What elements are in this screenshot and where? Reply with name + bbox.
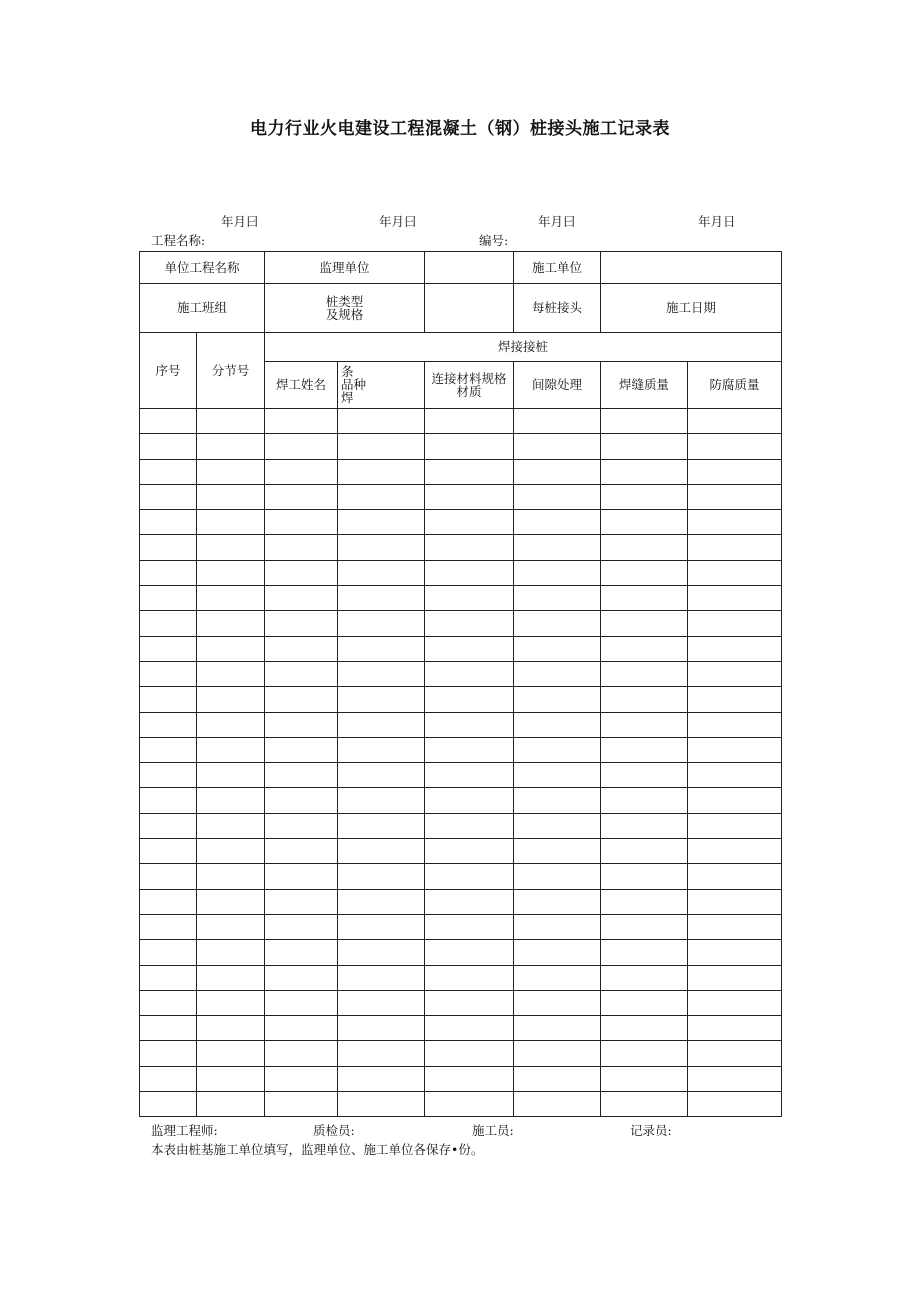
table-row — [140, 788, 782, 813]
table-cell[interactable] — [265, 1092, 338, 1117]
table-cell[interactable] — [688, 586, 782, 611]
table-cell[interactable] — [197, 687, 265, 712]
table-row — [140, 864, 782, 889]
material-line: 材质 — [456, 383, 482, 399]
table-cell[interactable] — [601, 1066, 688, 1091]
table-cell[interactable] — [197, 611, 265, 636]
table-cell[interactable] — [197, 1016, 265, 1041]
table-cell[interactable] — [514, 712, 601, 737]
table-cell[interactable] — [265, 459, 338, 484]
table-cell[interactable] — [265, 990, 338, 1015]
table-cell[interactable] — [197, 990, 265, 1015]
table-cell[interactable] — [140, 1016, 197, 1041]
table-cell[interactable] — [338, 484, 425, 509]
table-cell[interactable] — [425, 586, 514, 611]
table-cell[interactable] — [601, 788, 688, 813]
table-cell[interactable] — [197, 864, 265, 889]
table-cell[interactable] — [265, 611, 338, 636]
table-cell[interactable] — [514, 459, 601, 484]
table-row — [140, 1066, 782, 1091]
table-cell[interactable] — [425, 889, 514, 914]
table-cell[interactable] — [601, 1041, 688, 1066]
table-cell[interactable] — [197, 586, 265, 611]
table-cell[interactable] — [425, 965, 514, 990]
table-cell[interactable] — [688, 990, 782, 1015]
table-cell[interactable] — [338, 560, 425, 585]
table-cell[interactable] — [197, 1041, 265, 1066]
table-cell[interactable] — [265, 788, 338, 813]
table-cell[interactable] — [197, 763, 265, 788]
table-cell[interactable] — [338, 965, 425, 990]
table-cell[interactable] — [197, 813, 265, 838]
table-row — [140, 611, 782, 636]
table-cell[interactable] — [688, 737, 782, 762]
date-label: 年月曰 — [538, 214, 576, 229]
table-cell[interactable] — [197, 737, 265, 762]
table-cell[interactable] — [688, 409, 782, 434]
table-cell[interactable] — [514, 586, 601, 611]
supervision-unit-label: 监理单位 — [265, 252, 425, 284]
table-cell[interactable] — [688, 1016, 782, 1041]
table-cell[interactable] — [140, 1092, 197, 1117]
table-cell[interactable] — [514, 788, 601, 813]
table-row — [140, 1016, 782, 1041]
table-row — [140, 965, 782, 990]
table-cell[interactable] — [265, 914, 338, 939]
table-cell[interactable] — [265, 864, 338, 889]
table-cell[interactable] — [601, 763, 688, 788]
table-cell[interactable] — [140, 434, 197, 459]
table-cell[interactable] — [601, 636, 688, 661]
table-cell[interactable] — [688, 889, 782, 914]
table-cell[interactable] — [601, 914, 688, 939]
project-name-label: 工程名称: — [151, 233, 206, 248]
table-row — [140, 409, 782, 434]
table-cell[interactable] — [514, 409, 601, 434]
rod-type-line: 条 — [341, 364, 354, 379]
table-cell[interactable] — [688, 1041, 782, 1066]
table-cell[interactable] — [140, 611, 197, 636]
table-cell[interactable] — [425, 510, 514, 535]
table-cell[interactable] — [265, 1066, 338, 1091]
table-row — [140, 510, 782, 535]
table-cell[interactable] — [197, 409, 265, 434]
sub-section-header: 分节号 — [197, 333, 265, 409]
table-cell[interactable] — [197, 839, 265, 864]
table-row — [140, 813, 782, 838]
table-cell[interactable] — [514, 661, 601, 686]
table-row — [140, 990, 782, 1015]
date-label: 年月曰 — [379, 214, 417, 229]
table-cell[interactable] — [601, 712, 688, 737]
table-cell[interactable] — [425, 914, 514, 939]
table-cell[interactable] — [197, 484, 265, 509]
table-cell[interactable] — [514, 636, 601, 661]
unit-project-name-label: 单位工程名称 — [140, 252, 265, 284]
table-cell[interactable] — [265, 763, 338, 788]
inspector-label: 质检员: — [313, 1123, 355, 1138]
table-row — [140, 914, 782, 939]
table-cell[interactable] — [688, 434, 782, 459]
construction-date-label: 施工日期 — [601, 284, 782, 333]
table-cell[interactable] — [688, 611, 782, 636]
table-cell[interactable] — [140, 510, 197, 535]
table-cell[interactable] — [197, 434, 265, 459]
supervision-unit-value[interactable] — [425, 252, 514, 284]
number-label: 编号: — [479, 233, 509, 248]
table-cell[interactable] — [338, 459, 425, 484]
table-cell[interactable] — [140, 661, 197, 686]
table-cell[interactable] — [514, 434, 601, 459]
table-cell[interactable] — [601, 687, 688, 712]
table-cell[interactable] — [425, 434, 514, 459]
table-cell[interactable] — [338, 510, 425, 535]
table-cell[interactable] — [338, 864, 425, 889]
table-row — [140, 434, 782, 459]
construction-unit-value[interactable] — [601, 252, 782, 284]
table-cell[interactable] — [688, 813, 782, 838]
table-row — [140, 560, 782, 585]
table-cell[interactable] — [514, 1016, 601, 1041]
table-cell[interactable] — [514, 535, 601, 560]
table-cell[interactable] — [338, 737, 425, 762]
table-cell[interactable] — [514, 965, 601, 990]
table-cell[interactable] — [425, 636, 514, 661]
table-cell[interactable] — [265, 1016, 338, 1041]
table-cell[interactable] — [601, 889, 688, 914]
table-cell[interactable] — [338, 409, 425, 434]
table-cell[interactable] — [140, 687, 197, 712]
table-cell[interactable] — [140, 889, 197, 914]
table-cell[interactable] — [688, 864, 782, 889]
table-cell[interactable] — [688, 914, 782, 939]
table-cell[interactable] — [514, 737, 601, 762]
table-cell[interactable] — [601, 1092, 688, 1117]
table-cell[interactable] — [140, 409, 197, 434]
table-cell[interactable] — [265, 434, 338, 459]
table-cell[interactable] — [338, 687, 425, 712]
table-cell[interactable] — [601, 434, 688, 459]
table-cell[interactable] — [425, 763, 514, 788]
table-cell[interactable] — [601, 965, 688, 990]
table-cell[interactable] — [514, 1066, 601, 1091]
table-cell[interactable] — [514, 864, 601, 889]
table-cell[interactable] — [425, 788, 514, 813]
table-cell[interactable] — [514, 560, 601, 585]
table-cell[interactable] — [688, 459, 782, 484]
table-cell[interactable] — [265, 560, 338, 585]
table-cell[interactable] — [601, 813, 688, 838]
table-row — [140, 889, 782, 914]
table-cell[interactable] — [688, 712, 782, 737]
table-cell[interactable] — [338, 636, 425, 661]
table-cell[interactable] — [140, 1041, 197, 1066]
table-cell[interactable] — [425, 839, 514, 864]
table-cell[interactable] — [688, 1092, 782, 1117]
table-cell[interactable] — [688, 839, 782, 864]
table-cell[interactable] — [514, 813, 601, 838]
table-cell[interactable] — [140, 990, 197, 1015]
table-cell[interactable] — [197, 636, 265, 661]
table-cell[interactable] — [338, 940, 425, 965]
table-cell[interactable] — [338, 1041, 425, 1066]
table-cell[interactable] — [197, 914, 265, 939]
table-cell[interactable] — [514, 839, 601, 864]
table-cell[interactable] — [338, 763, 425, 788]
table-cell[interactable] — [197, 1066, 265, 1091]
table-cell[interactable] — [338, 839, 425, 864]
table-cell[interactable] — [265, 839, 338, 864]
table-cell[interactable] — [425, 560, 514, 585]
table-cell[interactable] — [338, 788, 425, 813]
table-cell[interactable] — [140, 1066, 197, 1091]
table-row — [140, 687, 782, 712]
table-cell[interactable] — [140, 459, 197, 484]
table-cell[interactable] — [140, 763, 197, 788]
table-cell[interactable] — [140, 586, 197, 611]
seq-header: 序号 — [140, 333, 197, 409]
table-cell[interactable] — [338, 990, 425, 1015]
table-cell[interactable] — [688, 560, 782, 585]
table-cell[interactable] — [688, 788, 782, 813]
table-cell[interactable] — [265, 940, 338, 965]
table-cell[interactable] — [338, 1016, 425, 1041]
table-cell[interactable] — [688, 636, 782, 661]
material-line: 连接材料规格 — [431, 370, 507, 386]
table-cell[interactable] — [688, 965, 782, 990]
table-cell[interactable] — [688, 763, 782, 788]
gap-treatment-header: 间隙处理 — [514, 362, 601, 409]
table-cell[interactable] — [601, 535, 688, 560]
table-cell[interactable] — [514, 763, 601, 788]
table-cell[interactable] — [265, 965, 338, 990]
date-label: 年月日 — [698, 214, 736, 229]
table-cell[interactable] — [425, 940, 514, 965]
table-row — [140, 459, 782, 484]
table-cell[interactable] — [688, 661, 782, 686]
table-cell[interactable] — [140, 914, 197, 939]
table-cell[interactable] — [197, 712, 265, 737]
table-cell[interactable] — [425, 990, 514, 1015]
table-cell[interactable] — [265, 636, 338, 661]
table-row — [140, 586, 782, 611]
table-row — [140, 484, 782, 509]
table-cell[interactable] — [140, 737, 197, 762]
table-row — [140, 636, 782, 661]
record-table — [139, 251, 782, 1117]
table-cell[interactable] — [601, 586, 688, 611]
table-cell[interactable] — [265, 661, 338, 686]
table-cell[interactable] — [338, 813, 425, 838]
team-label: 施工班组 — [140, 284, 265, 333]
pile-type-line: 及规格 — [325, 306, 364, 322]
table-cell[interactable] — [601, 560, 688, 585]
weld-group-header: 焊接接桩 — [265, 333, 782, 362]
table-cell[interactable] — [338, 889, 425, 914]
table-cell[interactable] — [197, 965, 265, 990]
table-row — [140, 737, 782, 762]
table-cell[interactable] — [265, 712, 338, 737]
pile-type-value[interactable] — [425, 284, 514, 333]
table-cell[interactable] — [140, 560, 197, 585]
pile-type-line: 桩类型 — [325, 293, 364, 309]
table-cell[interactable] — [140, 965, 197, 990]
table-cell[interactable] — [601, 990, 688, 1015]
table-cell[interactable] — [514, 889, 601, 914]
table-cell[interactable] — [265, 1041, 338, 1066]
table-cell[interactable] — [265, 510, 338, 535]
joints-per-pile-label: 每桩接头 — [514, 284, 601, 333]
table-cell[interactable] — [514, 1092, 601, 1117]
table-cell[interactable] — [197, 535, 265, 560]
table-cell[interactable] — [425, 1041, 514, 1066]
table-cell[interactable] — [425, 813, 514, 838]
table-cell[interactable] — [197, 560, 265, 585]
table-cell[interactable] — [425, 409, 514, 434]
table-cell[interactable] — [688, 1066, 782, 1091]
table-cell[interactable] — [197, 661, 265, 686]
table-row — [140, 535, 782, 560]
table-cell[interactable] — [338, 434, 425, 459]
table-cell[interactable] — [140, 940, 197, 965]
table-cell[interactable] — [425, 661, 514, 686]
anticorrosion-quality-header: 防腐质量 — [688, 362, 782, 409]
welder-name-header: 焊工姓名 — [265, 362, 338, 409]
rod-type-line: 品种 — [341, 377, 367, 392]
table-cell[interactable] — [514, 940, 601, 965]
table-cell[interactable] — [197, 1092, 265, 1117]
table-cell[interactable] — [338, 535, 425, 560]
table-cell[interactable] — [688, 484, 782, 509]
table-cell[interactable] — [197, 788, 265, 813]
table-cell[interactable] — [140, 712, 197, 737]
table-row — [140, 1092, 782, 1117]
table-cell[interactable] — [338, 1066, 425, 1091]
supervisor-label: 监理工程师: — [151, 1123, 218, 1138]
table-cell[interactable] — [425, 459, 514, 484]
table-cell[interactable] — [265, 484, 338, 509]
table-cell[interactable] — [425, 611, 514, 636]
table-row — [140, 940, 782, 965]
table-cell[interactable] — [688, 687, 782, 712]
table-cell[interactable] — [514, 1041, 601, 1066]
table-cell[interactable] — [197, 889, 265, 914]
table-cell[interactable] — [265, 409, 338, 434]
constructor-label: 施工员: — [472, 1123, 514, 1138]
table-cell[interactable] — [601, 510, 688, 535]
table-cell[interactable] — [514, 990, 601, 1015]
table-cell[interactable] — [514, 687, 601, 712]
table-cell[interactable] — [265, 687, 338, 712]
table-cell[interactable] — [601, 484, 688, 509]
pile-type-label — [265, 284, 425, 333]
table-cell[interactable] — [425, 1092, 514, 1117]
table-cell[interactable] — [265, 737, 338, 762]
table-row — [140, 1041, 782, 1066]
table-cell[interactable] — [140, 484, 197, 509]
table-cell[interactable] — [338, 914, 425, 939]
table-cell[interactable] — [601, 1016, 688, 1041]
table-cell[interactable] — [425, 484, 514, 509]
page-title: 电力行业火电建设工程混凝土（钢）桩接头施工记录表 — [250, 119, 670, 139]
table-cell[interactable] — [514, 611, 601, 636]
table-cell[interactable] — [197, 940, 265, 965]
table-cell[interactable] — [425, 535, 514, 560]
table-cell[interactable] — [140, 813, 197, 838]
weld-quality-header: 焊缝质量 — [601, 362, 688, 409]
rod-type-line: 焊 — [341, 390, 354, 405]
table-cell[interactable] — [425, 1066, 514, 1091]
table-cell[interactable] — [514, 484, 601, 509]
table-cell[interactable] — [338, 586, 425, 611]
table-cell[interactable] — [601, 737, 688, 762]
table-cell[interactable] — [140, 864, 197, 889]
table-cell[interactable] — [338, 661, 425, 686]
table-cell[interactable] — [425, 687, 514, 712]
table-cell[interactable] — [601, 839, 688, 864]
table-cell[interactable] — [601, 864, 688, 889]
footer-note: 本表由桩基施工单位填写，监理单位、施工单位各保存•份。 — [151, 1142, 484, 1157]
date-label: 年月曰 — [221, 214, 259, 229]
table-cell[interactable] — [265, 889, 338, 914]
table-cell[interactable] — [265, 813, 338, 838]
table-row — [140, 661, 782, 686]
table-cell[interactable] — [601, 611, 688, 636]
table-cell[interactable] — [197, 459, 265, 484]
table-cell[interactable] — [425, 712, 514, 737]
table-cell[interactable] — [425, 864, 514, 889]
recorder-label: 记录员: — [630, 1123, 672, 1138]
material-header — [425, 362, 514, 409]
table-cell[interactable] — [338, 1092, 425, 1117]
table-cell[interactable] — [601, 409, 688, 434]
table-cell[interactable] — [688, 535, 782, 560]
construction-unit-label: 施工单位 — [514, 252, 601, 284]
table-row — [140, 839, 782, 864]
table-cell[interactable] — [140, 636, 197, 661]
table-cell[interactable] — [425, 737, 514, 762]
table-cell[interactable] — [601, 661, 688, 686]
table-row — [140, 712, 782, 737]
table-cell[interactable] — [338, 712, 425, 737]
table-cell[interactable] — [140, 788, 197, 813]
table-cell[interactable] — [514, 914, 601, 939]
rod-type-header — [338, 362, 425, 409]
table-cell[interactable] — [265, 535, 338, 560]
table-cell[interactable] — [688, 940, 782, 965]
table-cell[interactable] — [140, 839, 197, 864]
table-cell[interactable] — [514, 510, 601, 535]
table-cell[interactable] — [265, 586, 338, 611]
table-cell[interactable] — [688, 510, 782, 535]
table-cell[interactable] — [140, 535, 197, 560]
table-cell[interactable] — [601, 459, 688, 484]
table-cell[interactable] — [197, 510, 265, 535]
table-cell[interactable] — [338, 611, 425, 636]
table-cell[interactable] — [601, 940, 688, 965]
table-row — [140, 763, 782, 788]
table-cell[interactable] — [425, 1016, 514, 1041]
